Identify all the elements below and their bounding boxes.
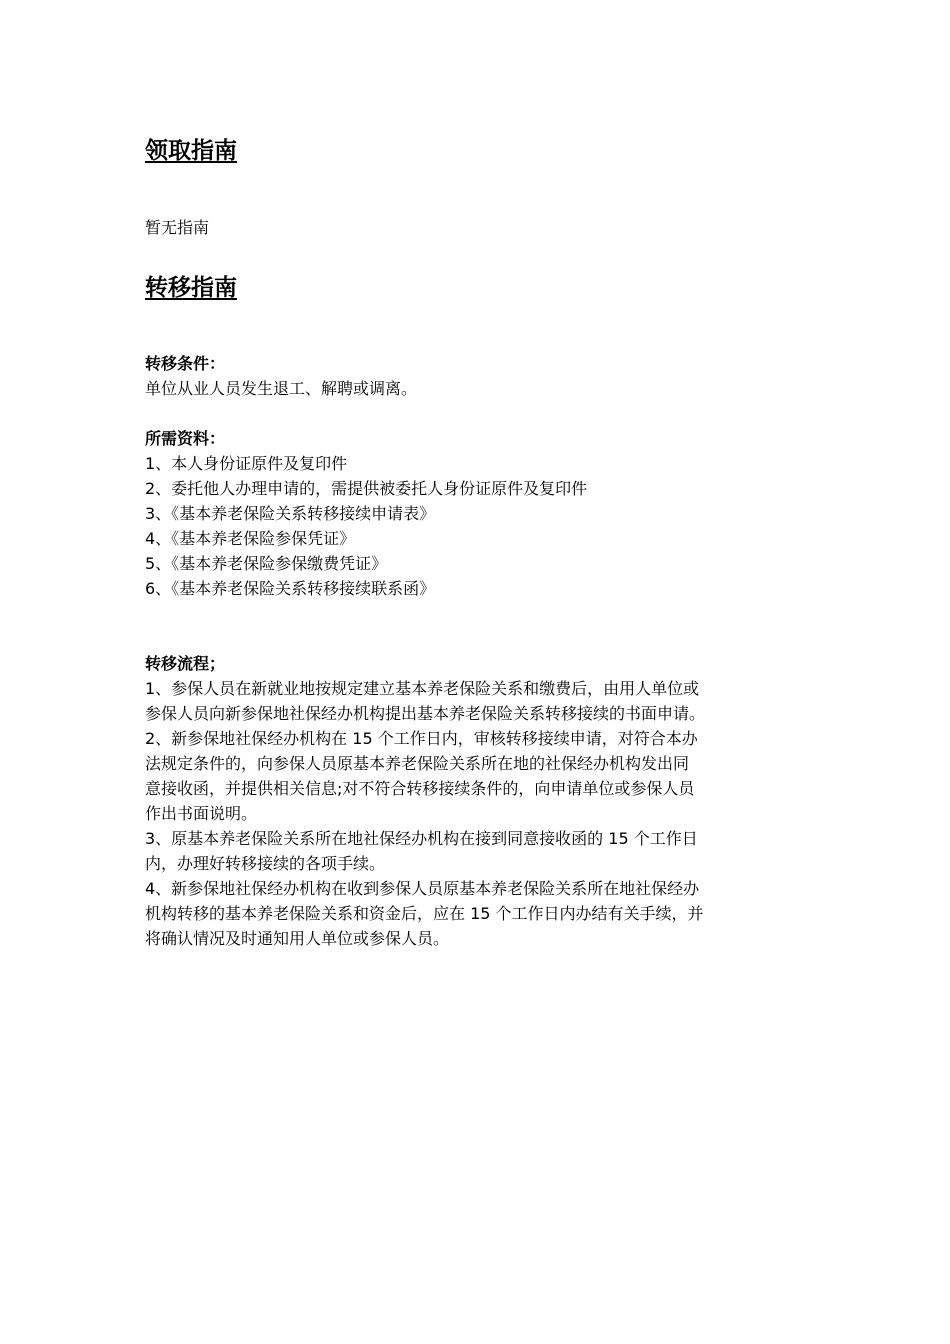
list-item: 6、《基本养老保险关系转移接续联系函》	[145, 579, 436, 598]
list-item: 4、《基本养老保险参保凭证》	[145, 529, 356, 548]
process-step-line: 3、原基本养老保险关系所在地社保经办机构在接到同意接收函的 15 个工作日	[145, 829, 698, 848]
process-step-line: 内，办理好转移接续的各项手续。	[145, 854, 386, 873]
process-step-2	[145, 726, 810, 826]
list-item: 3、《基本养老保险关系转移接续申请表》	[145, 504, 436, 523]
process-label: 转移流程；	[145, 654, 226, 673]
process-step-line: 机构转移的基本养老保险关系和资金后，应在 15 个工作日内办结有关手续，并	[145, 904, 704, 923]
process-step-line: 参保人员向新参保地社保经办机构提出基本养老保险关系转移接续的书面申请。	[145, 704, 706, 723]
receive-guide-heading: 领取指南	[145, 138, 237, 164]
materials-list	[145, 451, 810, 601]
process-step-4	[145, 876, 810, 951]
process-step-line: 作出书面说明。	[145, 804, 258, 823]
process-step-line: 意接收函，并提供相关信息;对不符合转移接续条件的，向申请单位或参保人员	[145, 779, 695, 798]
list-item: 2、委托他人办理申请的，需提供被委托人身份证原件及复印件	[145, 479, 588, 498]
process-step-1	[145, 676, 810, 726]
transfer-conditions-label: 转移条件：	[145, 354, 226, 373]
list-item: 1、本人身份证原件及复印件	[145, 454, 348, 473]
process-step-line: 2、新参保地社保经办机构在 15 个工作日内，审核转移接续申请，对符合本办	[145, 729, 698, 748]
process-step-line: 将确认情况及时通知用人单位或参保人员。	[145, 929, 450, 948]
transfer-conditions-text: 单位从业人员发生退工、解聘或调离。	[145, 379, 418, 398]
process-step-line: 1、参保人员在新就业地按规定建立基本养老保险关系和缴费后，由用人单位或	[145, 679, 700, 698]
transfer-guide-heading: 转移指南	[145, 275, 237, 301]
process-step-3	[145, 826, 810, 876]
materials-label: 所需资料：	[145, 429, 226, 448]
list-item: 5、《基本养老保险参保缴费凭证》	[145, 554, 388, 573]
receive-guide-content: 暂无指南	[145, 218, 210, 237]
process-step-line: 4、新参保地社保经办机构在收到参保人员原基本养老保险关系所在地社保经办	[145, 879, 700, 898]
process-step-line: 法规定条件的，向参保人员原基本养老保险关系所在地的社保经办机构发出同	[145, 754, 690, 773]
